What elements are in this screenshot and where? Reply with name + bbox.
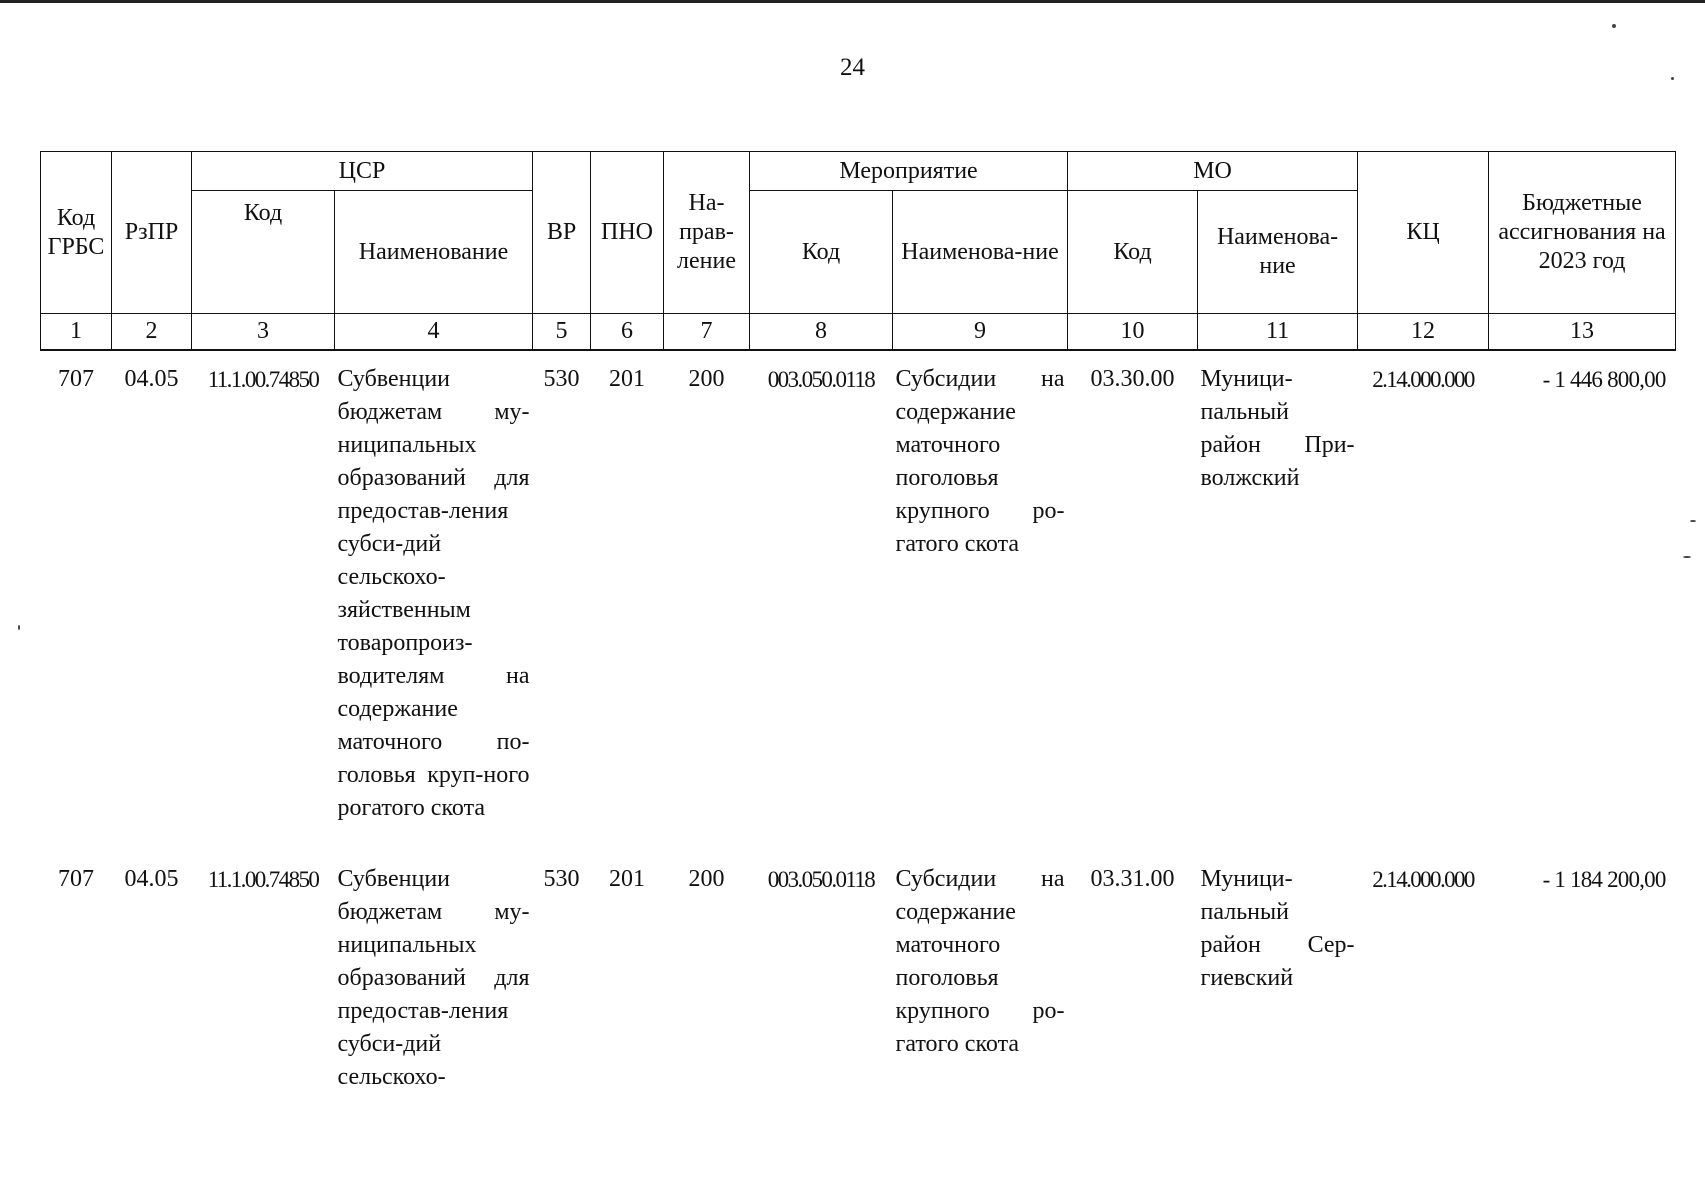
scan-speck <box>1671 77 1674 80</box>
cell-vr: 530 <box>543 866 580 892</box>
scan-speck <box>1612 24 1616 28</box>
cell-csr-name: Субвенции бюджетам му-ниципальных образований для предостав-ления субси-дий сельскохо-зяйственным товаропроиз-водителям на содержание маточного по-головья круп-ного рогатого скота <box>337 366 530 821</box>
cell-amount: - 1 184 200,00 <box>1542 867 1666 892</box>
cell-kc: 2.14.000.000 <box>1372 867 1474 892</box>
header-rzpr: РзПР <box>112 152 192 314</box>
column-number: 1 <box>41 314 112 351</box>
cell-csr-code: 11.1.00.74850 <box>207 367 319 392</box>
cell-event-name: Субсидии на содержание маточного поголовья крупного ро-гатого скота <box>895 366 1065 557</box>
column-number: 11 <box>1198 314 1358 351</box>
cell-mo-name: Муници-пальный район Сер-гиевский <box>1200 866 1355 991</box>
scan-speck <box>18 625 20 630</box>
budget-allocation-table <box>40 151 1676 1120</box>
cell-pno: 201 <box>609 366 645 392</box>
cell-pno: 201 <box>609 866 645 892</box>
cell-mo-name: Муници-пальный район При-волжский <box>1200 366 1355 491</box>
cell-event-code: 003.050.0118 <box>767 867 875 892</box>
cell-direction: 200 <box>688 866 725 892</box>
header-kc: КЦ <box>1358 152 1489 314</box>
header-group-event: Мероприятие <box>750 152 1068 191</box>
column-number: 12 <box>1358 314 1489 351</box>
cell-event-code: 003.050.0118 <box>767 367 875 392</box>
cell-amount: - 1 446 800,00 <box>1542 367 1666 392</box>
column-number: 13 <box>1489 314 1676 351</box>
scan-speck <box>1683 556 1691 558</box>
table-row <box>41 851 1676 1120</box>
header-budget: Бюджетные ассигнования на 2023 год <box>1489 152 1676 314</box>
column-number: 2 <box>112 314 192 351</box>
header-group-csr: ЦСР <box>192 152 533 191</box>
cell-mo-code: 03.30.00 <box>1090 366 1175 392</box>
column-number: 7 <box>664 314 750 351</box>
cell-rzpr: 04.05 <box>124 366 179 392</box>
cell-csr-name: Субвенции бюджетам му-ниципальных образований для предостав-ления субси-дий сельскохо- <box>337 866 530 1090</box>
column-number: 3 <box>192 314 335 351</box>
column-number: 10 <box>1068 314 1198 351</box>
table-body <box>41 350 1676 1120</box>
column-number: 8 <box>750 314 893 351</box>
header-kod-grbs: Код ГРБС <box>41 152 112 314</box>
cell-mo-code: 03.31.00 <box>1090 866 1175 892</box>
header-csr-code: Код <box>192 191 335 314</box>
cell-vr: 530 <box>543 366 580 392</box>
column-number: 6 <box>591 314 664 351</box>
cell-event-name: Субсидии на содержание маточного поголовья крупного ро-гатого скота <box>895 866 1065 1057</box>
header-direction: На-прав-ление <box>664 152 750 314</box>
cell-csr-code: 11.1.00.74850 <box>207 867 319 892</box>
scan-speck <box>1690 520 1696 522</box>
header-group-mo: МО <box>1068 152 1358 191</box>
header-mo-name: Наименова-ние <box>1198 191 1358 314</box>
column-number: 5 <box>533 314 591 351</box>
column-number: 4 <box>335 314 533 351</box>
header-vr: ВР <box>533 152 591 314</box>
page-top-border <box>0 0 1705 3</box>
table-header <box>41 152 1676 351</box>
header-row-1 <box>41 152 1676 191</box>
table-row <box>41 350 1676 851</box>
header-csr-name: Наименование <box>335 191 533 314</box>
header-event-name: Наименова-ние <box>893 191 1068 314</box>
page-number: 24 <box>840 54 865 81</box>
budget-table-wrapper <box>40 151 1676 1120</box>
header-pno: ПНО <box>591 152 664 314</box>
cell-grbs: 707 <box>58 866 94 892</box>
cell-direction: 200 <box>688 366 725 392</box>
header-mo-code: Код <box>1068 191 1198 314</box>
header-event-code: Код <box>750 191 893 314</box>
column-number-row <box>41 314 1676 351</box>
cell-grbs: 707 <box>58 366 94 392</box>
cell-kc: 2.14.000.000 <box>1372 367 1474 392</box>
column-number: 9 <box>893 314 1068 351</box>
cell-rzpr: 04.05 <box>124 866 179 892</box>
